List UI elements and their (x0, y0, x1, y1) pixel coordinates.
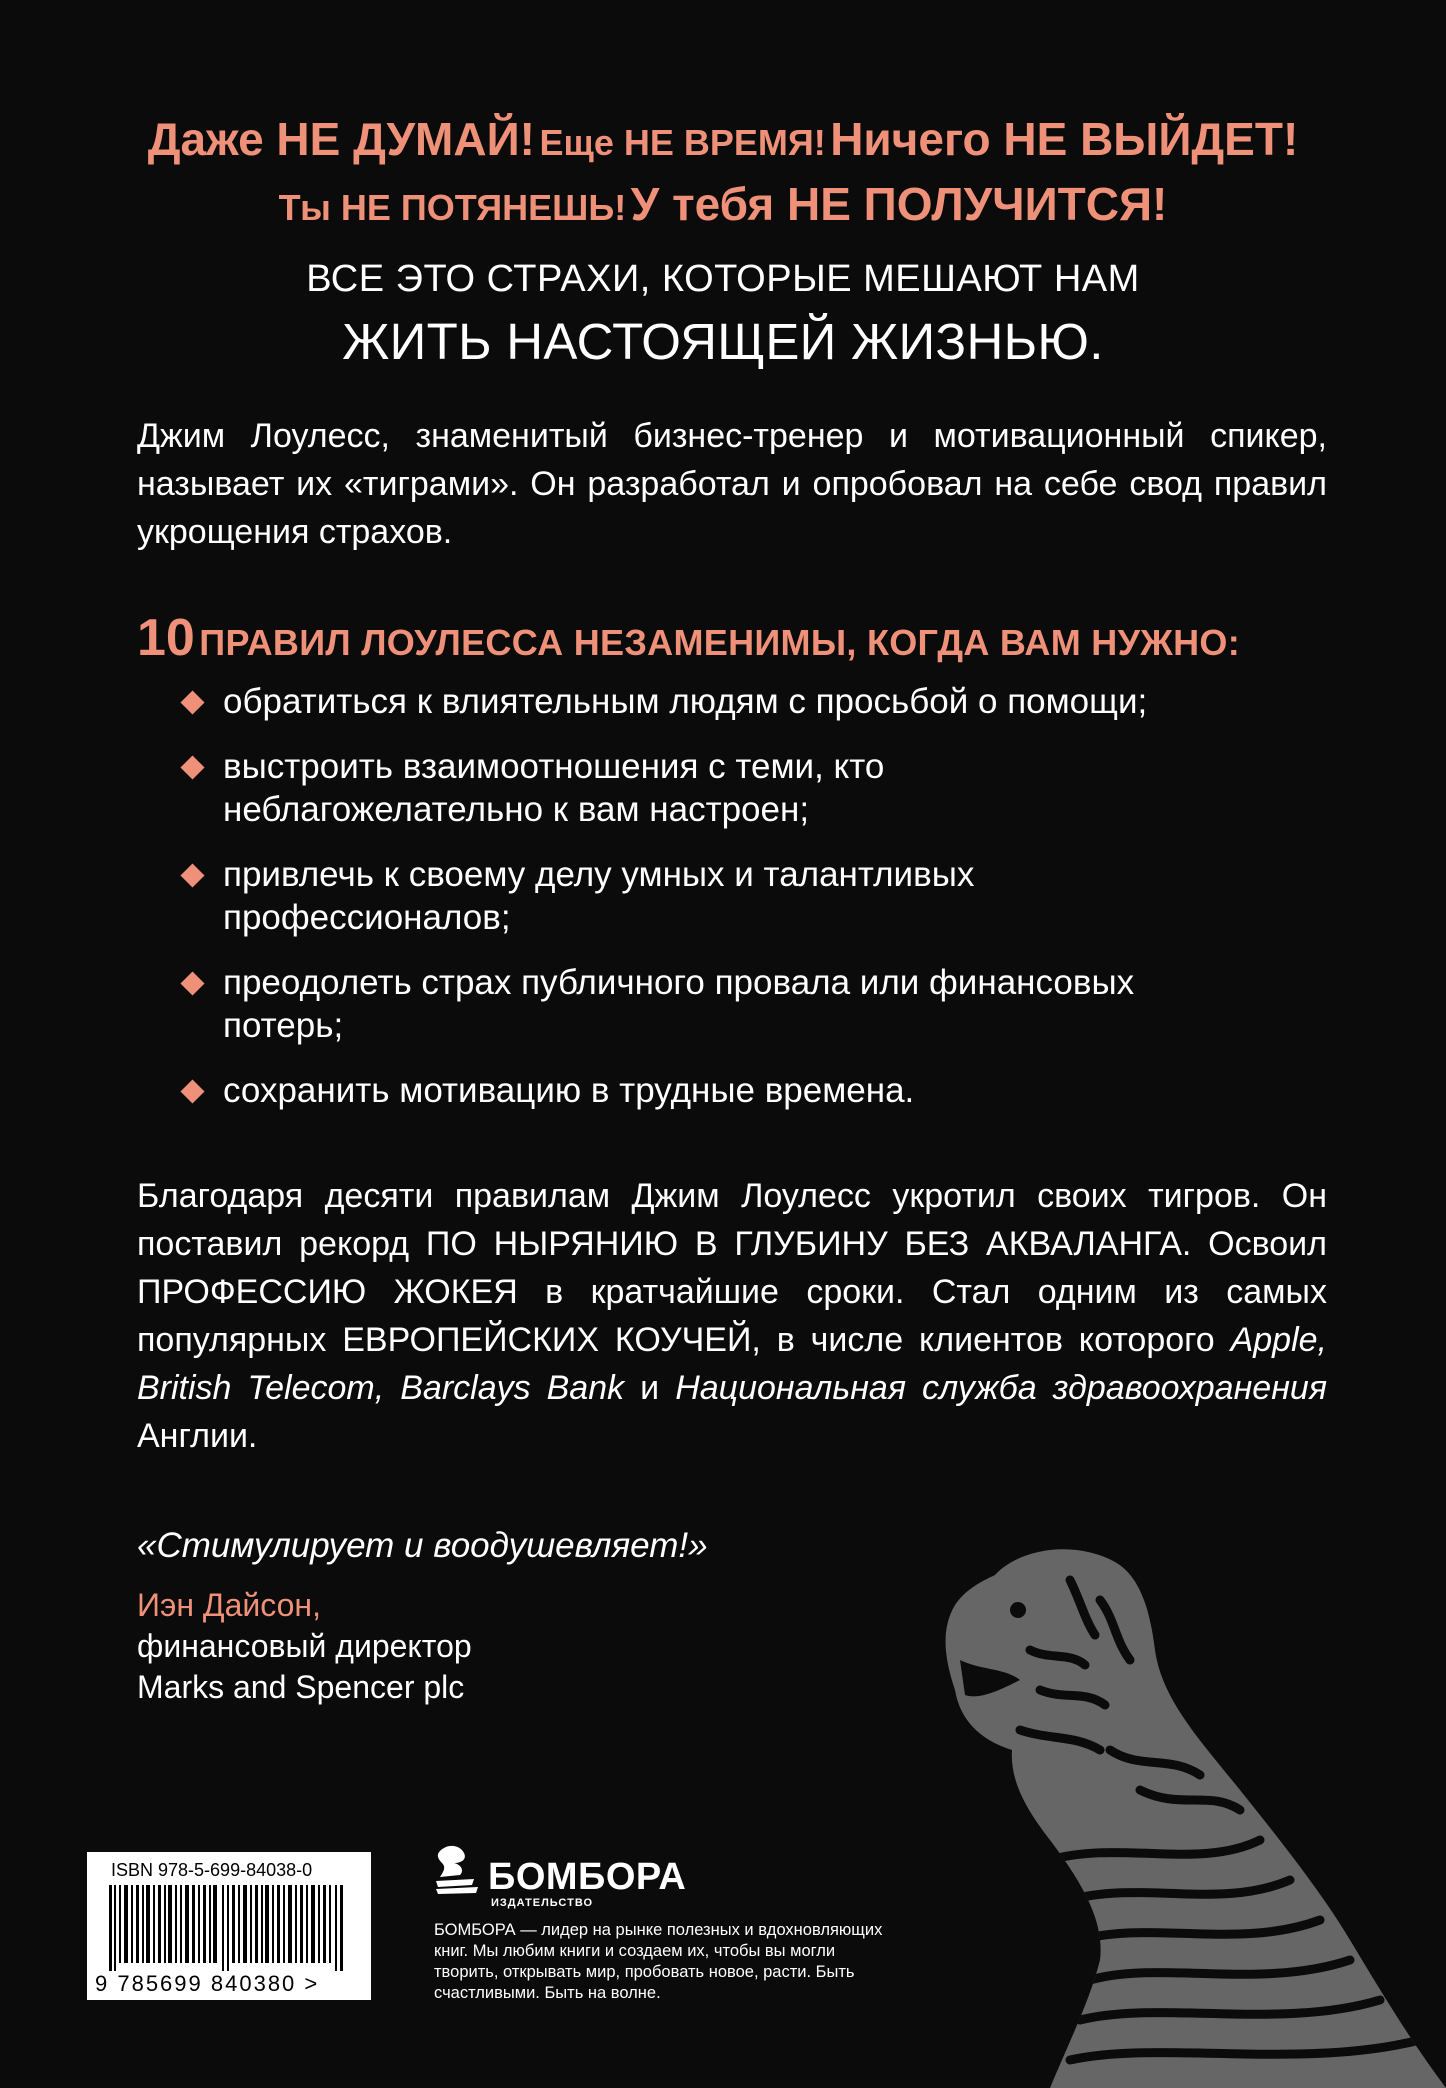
text-segment: в кратчайшие сроки. Стал одним из самых популярных (137, 1273, 1327, 1359)
list-item (180, 680, 1360, 723)
slogan-phrase: У тебя НЕ ПОЛУЧИТСЯ! (630, 178, 1168, 230)
slogan-phrase: Ты НЕ ПОТЯНЕШЬ! (278, 187, 627, 228)
publisher-name: БОМБОРА (488, 1856, 687, 1898)
list-item-text: привлечь к своему делу умных и талантливых профессионалов; (223, 855, 975, 937)
text-segment: . Освоил (1181, 1225, 1327, 1263)
list-item-text: выстроить взаимоотношения с теми, кто неблагожелательно к вам настроен; (223, 747, 885, 829)
list-item (180, 745, 963, 831)
quote-role: финансовый директор (137, 1628, 472, 1664)
caps-segment: ЕВРОПЕЙСКИХ КОУЧЕЙ (342, 1321, 752, 1359)
slogan-line-1 (0, 112, 1446, 166)
quote-text: «Стимулирует и воодушевляет!» (137, 1526, 708, 1565)
barcode-icon (95, 1885, 363, 1971)
quote-author: Иэн Дайсон, (137, 1587, 321, 1623)
text-segment: , в числе клиентов которого (751, 1321, 1231, 1359)
publisher-subtitle: ИЗДАТЕЛЬСТВО (491, 1897, 594, 1909)
diamond-bullet-icon (180, 971, 204, 995)
diamond-bullet-icon (180, 755, 204, 779)
publisher-blurb: БОМБОРА — лидер на рынке полезных и вдохновляющих книг. Мы любим книги и создаем их, чтобы вы могли творить, открывать мир, пробовать новое, расти. Быть счастливыми. Быть на волне. (434, 1921, 883, 2002)
list-item-text: обратиться к влиятельным людям с просьбой о помощи; (223, 682, 1148, 721)
list-item (180, 961, 1263, 1047)
clients-segment: Национальная служба здравоохранения (675, 1369, 1327, 1407)
rules-heading (137, 608, 1240, 668)
rules-number: 10 (137, 609, 195, 667)
quote-attribution (137, 1585, 472, 1708)
isbn-barcode-box (87, 1852, 371, 2000)
slogan-line-2 (0, 177, 1446, 231)
caps-segment: ПО НЫРЯНИЮ В ГЛУБИНУ БЕЗ АКВАЛАНГА (425, 1225, 1182, 1263)
fears-line-2: ЖИТЬ НАСТОЯЩЕЙ ЖИЗНЬЮ. (342, 313, 1104, 370)
intro-paragraph: Джим Лоулесс, знаменитый бизнес-тренер и мотивационный спикер, называет их «тиграми». Он разработал и опробовал на себе свод правил укрощения страхов. (137, 417, 1327, 551)
diamond-bullet-icon (180, 690, 204, 714)
list-item-text: сохранить мотивацию в трудные времена. (223, 1071, 915, 1110)
tiger-illustration (900, 1540, 1446, 2088)
list-item (180, 1069, 1360, 1112)
text-segment: Англии. (137, 1417, 258, 1455)
list-item (180, 853, 1103, 939)
rules-list (180, 680, 1360, 1134)
fears-line-1: ВСЕ ЭТО СТРАХИ, КОТОРЫЕ МЕШАЮТ НАМ (306, 258, 1140, 300)
quote-company: Marks and Spencer plc (137, 1669, 465, 1705)
clients-segment: Apple, British Telecom, Barclays Bank (137, 1321, 1327, 1407)
diamond-bullet-icon (180, 863, 204, 887)
bombora-logo-icon (434, 1843, 484, 1895)
slogan-phrase: Даже НЕ ДУМАЙ! (147, 113, 535, 165)
text-segment: и (624, 1369, 676, 1407)
slogan-phrase: Еще НЕ ВРЕМЯ! (539, 122, 826, 163)
rules-heading-text: ПРАВИЛ ЛОУЛЕССА НЕЗАМЕНИМЫ, КОГДА ВАМ НУЖНО: (199, 622, 1241, 663)
achievements-paragraph (137, 1172, 1327, 1460)
isbn-digits: 9 785699 840380 > (95, 1971, 320, 1996)
slogan-phrase: Ничего НЕ ВЫЙДЕТ! (830, 113, 1299, 165)
text-segment: Благодаря десяти правилам Джим Лоулесс укротил своих тигров. Он поставил рекорд (137, 1177, 1327, 1263)
diamond-bullet-icon (180, 1079, 204, 1103)
list-item-text: преодолеть страх публичного провала или финансовых потерь; (223, 963, 1135, 1045)
isbn-label: ISBN 978-5-699-84038-0 (111, 1860, 313, 1880)
caps-segment: ПРОФЕССИЮ ЖОКЕЯ (137, 1273, 518, 1311)
